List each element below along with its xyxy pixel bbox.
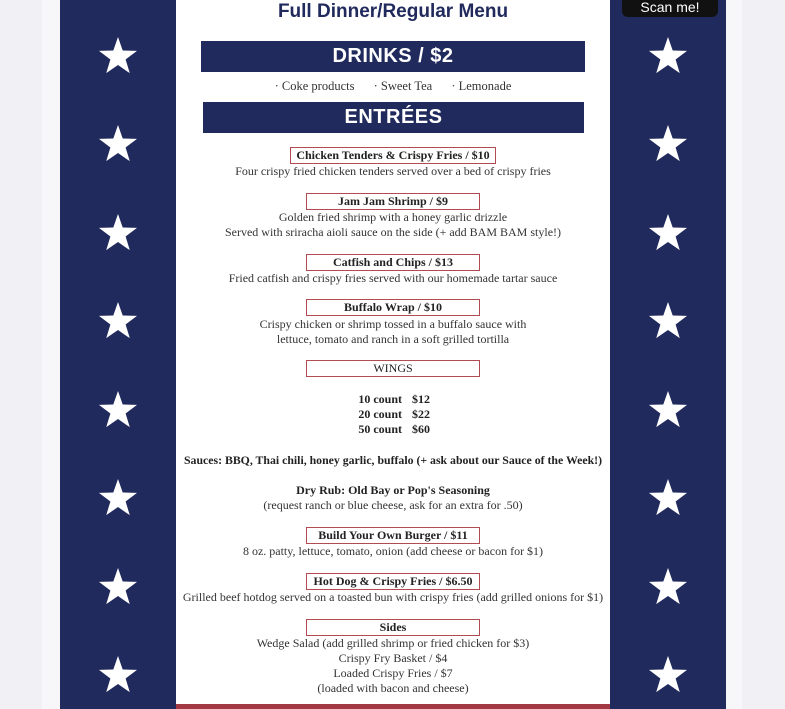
wings-count: 20 count bbox=[358, 407, 402, 421]
wings-row bbox=[346, 407, 466, 422]
star-icon bbox=[647, 478, 689, 520]
menu-item-desc: Fried catfish and crispy fries served with our homemade tartar sauce bbox=[228, 271, 558, 285]
star-icon bbox=[647, 213, 689, 255]
drink-item: · Coke products bbox=[274, 79, 355, 93]
side-item: Crispy Fry Basket / $4 bbox=[338, 651, 448, 665]
star-icon bbox=[647, 655, 689, 697]
star-icon bbox=[647, 567, 689, 609]
wings-price: $22 bbox=[412, 407, 430, 421]
wings-count: 50 count bbox=[358, 422, 402, 436]
star-icon bbox=[97, 567, 139, 609]
star-icon bbox=[97, 213, 139, 255]
star-icon bbox=[647, 390, 689, 432]
star-icon bbox=[97, 655, 139, 697]
scan-me-badge[interactable]: Scan me! bbox=[622, 0, 718, 17]
menu-item-name: Buffalo Wrap / $10 bbox=[306, 299, 480, 316]
side-item: (loaded with bacon and cheese) bbox=[317, 681, 469, 695]
menu-item-name: Chicken Tenders & Crispy Fries / $10 bbox=[290, 147, 496, 164]
drinks-list bbox=[176, 79, 610, 97]
menu-item-desc: Crispy chicken or shrimp tossed in a buffalo sauce with bbox=[259, 317, 527, 331]
dry-rub-note: (request ranch or blue cheese, ask for an extra for .50) bbox=[263, 498, 523, 512]
wings-count: 10 count bbox=[358, 392, 402, 406]
menu-item-desc: 8 oz. patty, lettuce, tomato, onion (add cheese or bacon for $1) bbox=[242, 544, 544, 558]
menu-item-desc: lettuce, tomato and ranch in a soft grilled tortilla bbox=[276, 332, 510, 346]
side-item: Loaded Crispy Fries / $7 bbox=[333, 666, 453, 680]
menu-item-name: Catfish and Chips / $13 bbox=[306, 254, 480, 271]
menu-item-name: Hot Dog & Crispy Fries / $6.50 bbox=[306, 573, 480, 590]
wing-sauces: Sauces: BBQ, Thai chili, honey garlic, buffalo (+ ask about our Sauce of the Week!) bbox=[183, 453, 602, 467]
drinks-header: DRINKS / $2 bbox=[201, 41, 585, 72]
star-icon bbox=[647, 36, 689, 78]
star-icon bbox=[97, 478, 139, 520]
dry-rub: Dry Rub: Old Bay or Pop's Seasoning bbox=[296, 483, 490, 497]
menu-item-desc: Grilled beef hotdog served on a toasted bun with crispy fries (add grilled onions for $1) bbox=[182, 590, 604, 604]
wings-row bbox=[346, 422, 466, 437]
wings-price: $12 bbox=[412, 392, 430, 406]
side-item: Wedge Salad (add grilled shrimp or fried chicken for $3) bbox=[256, 636, 530, 650]
star-icon bbox=[97, 124, 139, 166]
drink-item: · Lemonade bbox=[451, 79, 512, 93]
star-icon bbox=[97, 301, 139, 343]
wings-price: $60 bbox=[412, 422, 430, 436]
menu-item-name: Jam Jam Shrimp / $9 bbox=[306, 193, 480, 210]
menu-item-desc: Four crispy fried chicken tenders served over a bed of crispy fries bbox=[235, 164, 551, 178]
drink-item: · Sweet Tea bbox=[373, 79, 433, 93]
menu-item-desc: Golden fried shrimp with a honey garlic drizzle bbox=[278, 210, 508, 224]
star-icon bbox=[97, 36, 139, 78]
menu-title: Full Dinner/Regular Menu bbox=[277, 1, 509, 22]
bottom-divider bbox=[176, 704, 610, 709]
wings-header: WINGS bbox=[306, 360, 480, 377]
star-icon bbox=[647, 301, 689, 343]
star-icon bbox=[647, 124, 689, 166]
wings-row bbox=[346, 392, 466, 407]
star-icon bbox=[97, 390, 139, 432]
entrees-header: ENTRÉES bbox=[203, 102, 584, 133]
sides-header: Sides bbox=[306, 619, 480, 636]
menu-item-name: Build Your Own Burger / $11 bbox=[306, 527, 480, 544]
menu-item-desc: Served with sriracha aioli sauce on the side (+ add BAM BAM style!) bbox=[224, 225, 562, 239]
